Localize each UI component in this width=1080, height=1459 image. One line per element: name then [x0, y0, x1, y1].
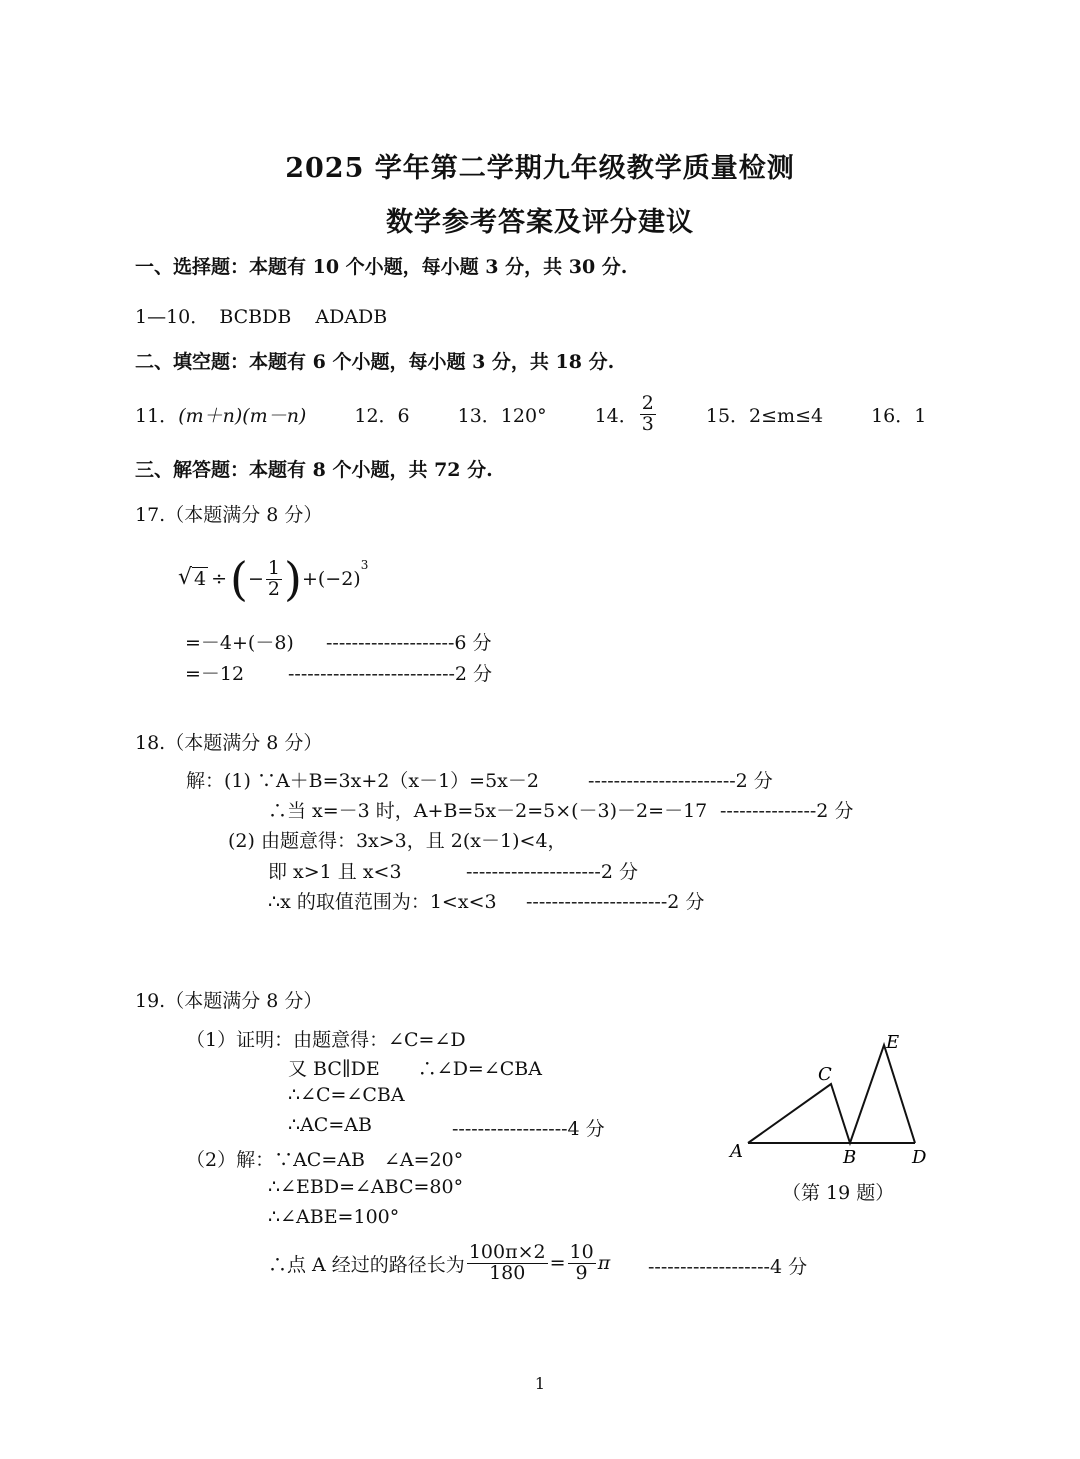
- q19-figure-caption: （第 19 题）: [782, 1182, 895, 1204]
- answer-q11: [135, 401, 306, 428]
- answer-q16: 16．1: [871, 404, 927, 427]
- right-paren-icon: ): [283, 552, 302, 606]
- q19-p2-line1: （2）解：∵AC=AB ∠A=20°: [186, 1149, 464, 1171]
- q17-step2: =－12: [185, 663, 245, 685]
- q18-line4: 即 x>1 且 x<3: [268, 861, 402, 883]
- q18-line5: ∴x 的取值范围为：1<x<3: [268, 891, 497, 913]
- q19-frac2-numerator: 10: [569, 1240, 594, 1263]
- q17-fraction: [266, 556, 282, 600]
- q19-p2-line4-prefix: ∴点 A 经过的路径长为: [268, 1253, 465, 1276]
- q19-label-C: C: [818, 1064, 832, 1085]
- q17-exponent: 3: [360, 558, 369, 572]
- section3-heading: 三、解答题：本题有 8 个小题，共 72 分.: [135, 459, 493, 481]
- section1-answer-group2: ADADB: [315, 306, 388, 328]
- q19-header: 19.（本题满分 8 分）: [135, 990, 323, 1012]
- section2-answers: [135, 388, 974, 440]
- section2-heading: 二、填空题：本题有 6 个小题，每小题 3 分，共 18 分.: [135, 351, 615, 373]
- q17-step1: =－4+(－8): [185, 632, 294, 654]
- answer-q14-numerator: 2: [641, 391, 654, 414]
- answer-q14-denominator: 3: [641, 412, 654, 435]
- page-number: 1: [534, 1374, 546, 1393]
- section1-answers: [135, 302, 387, 329]
- q18-line5-score: ----------------------2 分: [526, 891, 705, 913]
- q19-p1-line4-score: ------------------4 分: [452, 1118, 605, 1140]
- section1-answer-group1: BCBDB: [219, 306, 292, 328]
- answer-q15: [706, 401, 823, 428]
- q18-line1: 解：(1) ∵A＋B=3x+2（x－1）=5x－2: [186, 770, 539, 792]
- answer-q13: 13．120°: [457, 404, 547, 427]
- q17-expression: [178, 548, 368, 610]
- q19-label-A: A: [730, 1141, 743, 1162]
- q19-pi: π: [597, 1252, 611, 1274]
- q18-header: 18.（本题满分 8 分）: [135, 732, 323, 754]
- answer-q14-label: 14．: [594, 404, 638, 427]
- q17-frac-numerator: 1: [267, 556, 280, 579]
- q18-line2-score: ---------------2 分: [720, 800, 854, 822]
- q19-label-E: E: [886, 1032, 900, 1053]
- q19-figure-lines: [748, 1045, 915, 1143]
- left-paren-icon: (: [230, 552, 248, 606]
- q19-p2-line4: [268, 1236, 610, 1290]
- q19-p2-line3: ∴∠ABE=100°: [268, 1206, 400, 1228]
- q17-tail: +(−2): [301, 568, 361, 590]
- answer-q15-label: 15．: [705, 404, 750, 427]
- q19-frac2-denominator: 9: [575, 1261, 588, 1284]
- q17-divide: ÷: [211, 568, 228, 590]
- q18-line3: (2) 由题意得：3x>3，且 2(x－1)<4，: [228, 830, 567, 852]
- q17-frac-denominator: 2: [267, 577, 280, 600]
- answer-q14: [594, 391, 658, 435]
- q18-line4-score: ---------------------2 分: [466, 861, 638, 883]
- page-subtitle: 数学参考答案及评分建议: [386, 207, 694, 238]
- q18-line2: ∴当 x=－3 时，A+B=5x－2=5×(－3)－2=－17: [268, 800, 708, 822]
- section1-answer-label: 1—10．: [135, 306, 210, 328]
- q19-fraction2: [568, 1240, 596, 1284]
- q17-frac-sign: −: [247, 568, 264, 590]
- q17-step1-score: --------------------6 分: [326, 632, 492, 654]
- page-title: 2025 学年第二学期九年级教学质量检测: [285, 153, 795, 184]
- q19-label-B: B: [843, 1147, 857, 1168]
- answer-q12: 12．6: [354, 404, 410, 427]
- q17-sqrt: [178, 565, 208, 590]
- q17-header: 17.（本题满分 8 分）: [135, 504, 323, 526]
- q17-sqrt-arg: 4: [194, 568, 207, 590]
- q19-p1-line4: ∴AC=AB: [288, 1114, 372, 1136]
- answer-q11-value: (m＋n)(m－n): [178, 404, 307, 427]
- q17-step2-score: --------------------------2 分: [288, 663, 493, 685]
- section1-heading: 一、选择题：本题有 10 个小题，每小题 3 分，共 30 分.: [135, 256, 628, 278]
- q19-p2-line2: ∴∠EBD=∠ABC=80°: [268, 1176, 464, 1198]
- answer-q14-fraction: [640, 391, 656, 435]
- q19-equals: =: [549, 1252, 566, 1274]
- q19-p1-line2: 又 BC∥DE ∴∠D=∠CBA: [288, 1058, 542, 1080]
- q19-frac1-numerator: 100π×2: [468, 1240, 546, 1263]
- radical-sign-icon: √: [178, 565, 193, 590]
- answer-q15-value: 2≤m≤4: [749, 404, 824, 427]
- q19-p2-line4-score: -------------------4 分: [648, 1256, 808, 1278]
- q19-p1-line3: ∴∠C=∠CBA: [288, 1084, 405, 1106]
- answer-q11-label: 11．: [135, 404, 179, 427]
- q19-frac1-denominator: 180: [489, 1261, 526, 1284]
- q19-fraction1: [467, 1240, 548, 1284]
- q19-p1-line1: （1）证明：由题意得：∠C=∠D: [186, 1029, 466, 1051]
- q18-line1-score: -----------------------2 分: [588, 770, 773, 792]
- q19-label-D: D: [912, 1147, 927, 1168]
